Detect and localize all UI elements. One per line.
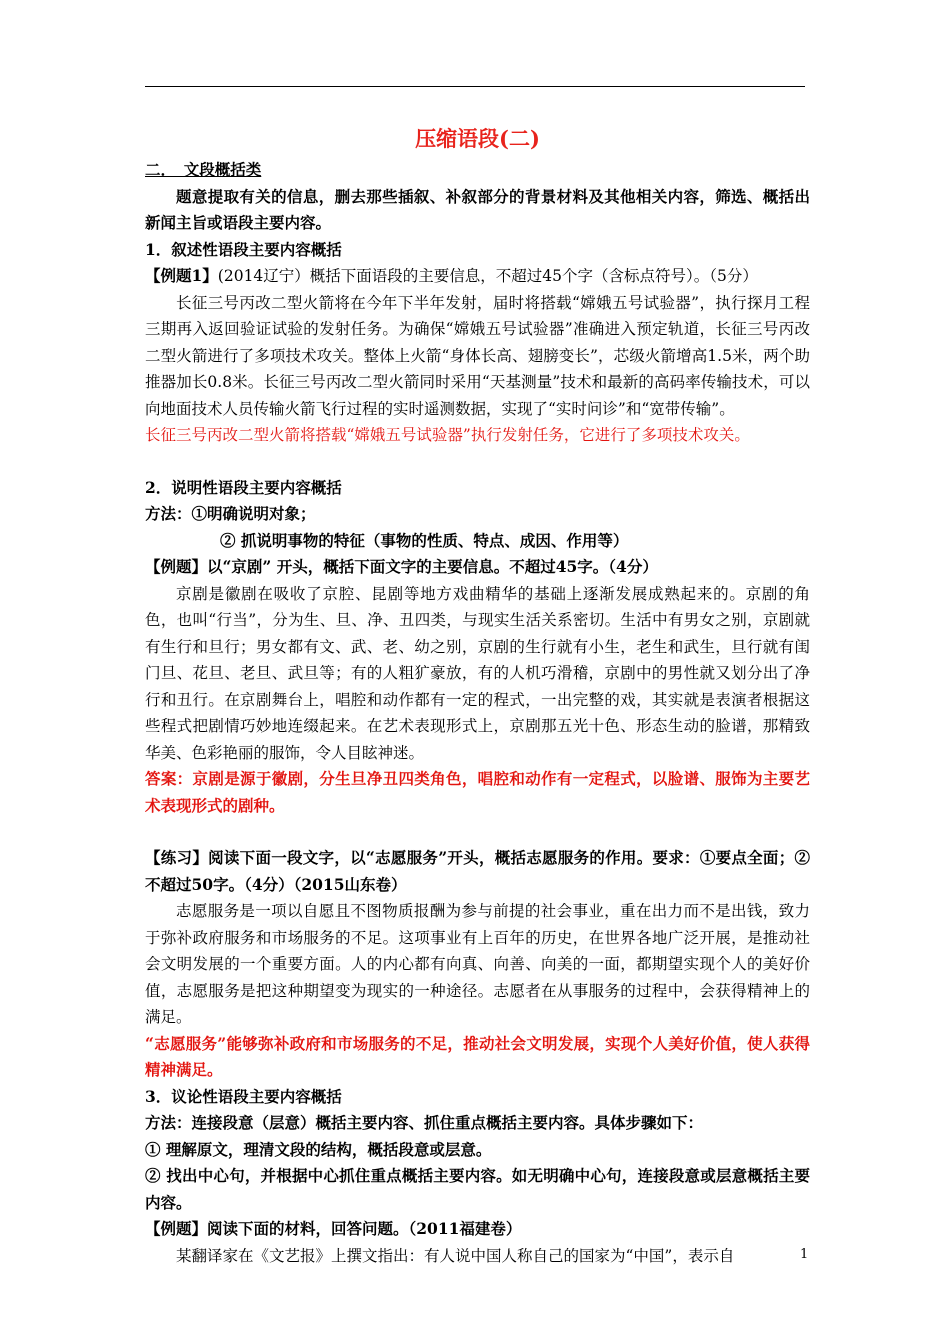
part3-method: 方法：连接段意（层意）概括主要内容、抓住重点概括主要内容。具体步骤如下： (145, 1113, 704, 1132)
part1-example-line (145, 263, 810, 290)
part3-heading: 3．议论性语段主要内容概括 (145, 1086, 342, 1106)
practice-passage: 志愿服务是一项以自愿且不图物质报酬为参与前提的社会事业，重在出力而不是出钱，致力于弥补政府服务和市场服务的不足。这项事业有上百年的历史，在世界各地广泛开展，是推动社会文明发展的一个重要方面。人的内心都有向真、向善、向美的一面，都期望实现个人的美好价值，志愿服务是把这种期望变为现实的一种途径。志愿者在从事服务的过程中，会获得精神上的满足。 (145, 902, 810, 1026)
spacer (145, 449, 810, 475)
part2-method-2: ② 抓说明事物的特征（事物的性质、特点、成因、作用等） (220, 530, 629, 550)
practice-prompt: 【练习】阅读下面一段文字，以“志愿服务”开头，概括志愿服务的作用。要求：①要点全面；②不超过50字。（4分）（2015山东卷） (145, 848, 810, 894)
header-rule (145, 86, 805, 87)
page-title: 压缩语段(二) (415, 126, 540, 151)
part2-method-1: 方法：①明确说明对象； (145, 504, 316, 523)
part1-answer: 长征三号丙改二型火箭将搭载“嫦娥五号试验器”执行发射任务，它进行了多项技术攻关。 (145, 426, 750, 444)
part3-step-2: ② 找出中心句，并根据中心抓住重点概括主要内容。如无明确中心句，连接段意或层意概括主要内容。 (145, 1166, 810, 1212)
spacer (145, 819, 810, 845)
section-intro: 题意提取有关的信息，删去那些插叙、补叙部分的背景材料及其他相关内容，筛选、概括出新闻主旨或语段主要内容。 (145, 186, 810, 232)
part3-step-1: ① 理解原文，理清文段的结构，概括段意或层意。 (145, 1139, 492, 1159)
part1-example-prompt: (2014辽宁）概括下面语段的主要信息，不超过45个字（含标点符号）。（5分） (217, 267, 758, 285)
part3-passage: 某翻译家在《文艺报》上撰文指出：有人说中国人称自己的国家为“中国”，表示自 (176, 1246, 735, 1265)
part1-passage: 长征三号丙改二型火箭将在今年下半年发射，届时将搭载“嫦娥五号试验器”，执行探月工程三期再入返回验证试验的发射任务。为确保“嫦娥五号试验器”准确进入预定轨道，长征三号丙改二型火箭进行了多项技术攻关。整体上火箭“身体长高、翅膀变长”，芯级火箭增高1.5米，两个助推器加长0.8米。长征三号丙改二型火箭同时采用“天基测量”技术和最新的高码率传输技术，可以向地面技术人员传输火箭飞行过程的实时遥测数据，实现了“实时问诊”和“宽带传输”。 (145, 293, 810, 418)
part2-heading: 2．说明性语段主要内容概括 (145, 477, 342, 497)
part2-example: 【例题】以“京剧” 开头，概括下面文字的主要信息。不超过45字。（4分） (145, 557, 658, 576)
part1-example-tag: 【例题1】 (145, 266, 218, 285)
part3-example: 【例题】阅读下面的材料，回答问题。（2011福建卷） (145, 1219, 522, 1238)
part2-passage: 京剧是徽剧在吸收了京腔、昆剧等地方戏曲精华的基础上逐渐发展成熟起来的。京剧的角色，也叫“行当”，分为生、旦、净、丑四类，与现实生活关系密切。生活中有男女之别，京剧就有生行和旦行；男女都有文、武、老、幼之别，京剧的生行就有小生，老生和武生，旦行就有闺门旦、花旦、老旦、武旦等；有的人粗犷豪放，有的人机巧滑稽，京剧中的男性就又划分出了净行和丑行。在京剧舞台上，唱腔和动作都有一定的程式，一出完整的戏，其实就是表演者根据这些程式把剧情巧妙地连缀起来。在艺术表现形式上，京剧那五光十色、形态生动的脸谱，那精致华美、色彩艳丽的服饰，令人目眩神迷。 (145, 584, 810, 762)
document-body (145, 120, 810, 1269)
part2-answer: 答案：京剧是源于徽剧，分生旦净丑四类角色，唱腔和动作有一定程式，以脸谱、服饰为主要艺术表现形式的剧种。 (145, 769, 810, 815)
practice-answer: “志愿服务”能够弥补政府和市场服务的不足，推动社会文明发展，实现个人美好价值，使人获得精神满足。 (145, 1033, 810, 1079)
page-number: 1 (800, 1247, 809, 1262)
section-heading: 二． 文段概括类 (145, 160, 262, 179)
part1-heading: 1．叙述性语段主要内容概括 (145, 239, 342, 259)
